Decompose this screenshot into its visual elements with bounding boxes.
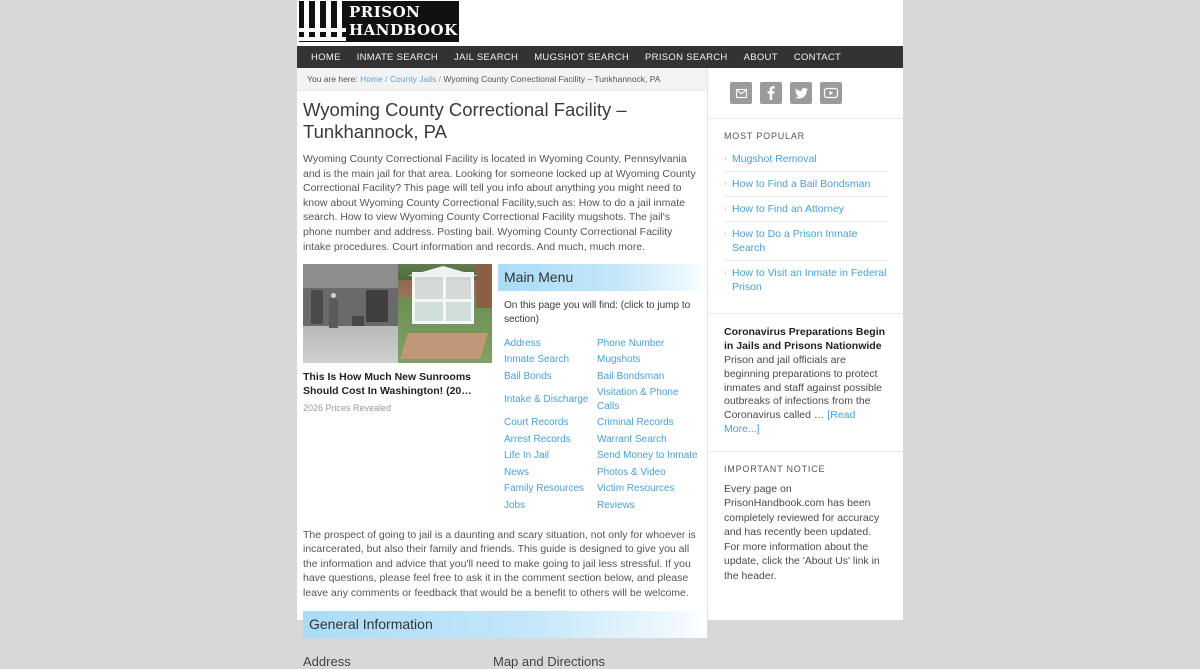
- menu-link-news[interactable]: News: [504, 466, 530, 478]
- news-block: [708, 314, 903, 452]
- menu-link-photos-video[interactable]: Photos & Video: [597, 466, 666, 478]
- sidebar: [707, 68, 903, 620]
- nav-item-jail-search[interactable]: JAIL SEARCH: [454, 51, 519, 63]
- popular-link-label: How to Find an Attorney: [732, 203, 845, 215]
- logo-line-1: PRISON: [349, 3, 421, 21]
- ad-image-after: [398, 264, 493, 363]
- menu-link-bail-bondsman[interactable]: Bail Bondsman: [597, 370, 665, 382]
- menu-link-inmate-search[interactable]: Inmate Search: [504, 354, 570, 366]
- menu-link-mugshots[interactable]: Mugshots: [597, 354, 641, 366]
- menu-link-visitation-phone[interactable]: Visitation & Phone Calls: [597, 387, 679, 412]
- popular-link-label: How to Find a Bail Bondsman: [732, 178, 871, 190]
- important-notice-heading: IMPORTANT NOTICE: [724, 463, 826, 474]
- page-title: Wyoming County Correctional Facility – Tunkhannock, PA: [303, 99, 627, 142]
- main-content: [297, 68, 707, 669]
- menu-link-address[interactable]: Address: [504, 337, 541, 349]
- news-excerpt-text: Prison and jail officials are beginning preparations to protect inmates and staff against possible outbreaks of infections from the Coronavirus called …: [724, 354, 882, 422]
- important-notice-block: [708, 452, 903, 598]
- popular-link-label: Mugshot Removal: [732, 153, 817, 165]
- popular-link-find-attorney[interactable]: [724, 197, 887, 222]
- most-popular-block: [708, 119, 903, 314]
- menu-link-court-records[interactable]: Court Records: [504, 417, 569, 429]
- main-navigation[interactable]: [297, 46, 903, 68]
- popular-link-mugshot-removal[interactable]: [724, 147, 887, 172]
- breadcrumb-link-county-jails[interactable]: County Jails: [389, 74, 437, 84]
- chevron-right-icon: ›: [724, 229, 727, 238]
- menu-link-family-resources[interactable]: Family Resources: [504, 483, 585, 495]
- news-excerpt: [724, 354, 887, 437]
- email-icon[interactable]: [730, 82, 752, 104]
- important-notice-body: Every page on PrisonHandbook.com has been completely reviewed for accuracy and has recently been updated. For more information about the update, click the 'About Us' link in the header.: [724, 482, 880, 582]
- main-menu-box: [498, 264, 707, 514]
- breadcrumb-separator-1: /: [385, 74, 388, 84]
- read-more-link[interactable]: [Read More...]: [724, 409, 856, 435]
- facebook-icon[interactable]: [760, 82, 782, 104]
- breadcrumb-current: Wyoming County Correctional Facility – Tunkhannock, PA: [443, 74, 661, 84]
- main-menu-intro: On this page you will find: (click to jump to section): [504, 300, 691, 326]
- main-menu-heading: Main Menu: [498, 264, 707, 291]
- breadcrumb-separator-2: /: [438, 74, 441, 84]
- intro-paragraph: Wyoming County Correctional Facility is located in Wyoming County, Pennsylvania and is the main jail for that area. Looking for someone locked up at Wyoming County Correctional Facility? This page will tell you info about anything you might need to know about Wyoming County Correctional Facility,such as: How to do a jail inmate search. How to view Wyoming County Correctional Facility mugshots. The jail's phone number and address. Posting bail. Wyoming County Correctional Facility intake procedures. Court information and records. And much, much more.: [303, 153, 696, 253]
- sponsored-ad[interactable]: [303, 264, 492, 413]
- ad-title[interactable]: This Is How Much New Sunrooms Should Cost In Washington! (20…: [303, 371, 472, 397]
- ad-image[interactable]: [303, 264, 492, 363]
- nav-item-contact[interactable]: CONTACT: [793, 51, 842, 63]
- body-wrapper: [297, 68, 903, 669]
- nav-item-inmate-search[interactable]: INMATE SEARCH: [356, 51, 439, 63]
- general-information-address-heading: Address: [303, 653, 351, 669]
- youtube-icon[interactable]: [820, 82, 842, 104]
- breadcrumb-prefix: You are here:: [307, 74, 358, 84]
- chevron-right-icon: ›: [724, 154, 727, 163]
- site-logo[interactable]: [299, 1, 459, 42]
- general-information-map-heading: Map and Directions: [493, 653, 605, 669]
- social-links[interactable]: [708, 68, 903, 119]
- menu-link-life-in-jail[interactable]: Life In Jail: [504, 450, 550, 462]
- logo-line-2: HANDBOOK: [349, 21, 458, 39]
- page-container: [297, 0, 903, 669]
- chevron-right-icon: ›: [724, 179, 727, 188]
- news-title[interactable]: Coronavirus Preparations Begin in Jails and Prisons Nationwide: [724, 326, 886, 352]
- menu-link-send-money[interactable]: Send Money to Inmate: [597, 450, 698, 462]
- menu-link-reviews[interactable]: Reviews: [597, 499, 635, 511]
- menu-link-phone-number[interactable]: Phone Number: [597, 337, 665, 349]
- ad-and-menu-row: [303, 264, 707, 514]
- menu-link-intake-discharge[interactable]: Intake & Discharge: [504, 393, 589, 405]
- main-menu-links[interactable]: [504, 335, 707, 514]
- menu-link-bail-bonds[interactable]: Bail Bonds: [504, 370, 552, 382]
- popular-link-visit-inmate-federal-prison[interactable]: [724, 261, 887, 299]
- menu-link-criminal-records[interactable]: Criminal Records: [597, 417, 674, 429]
- breadcrumb: [297, 68, 707, 91]
- popular-link-prison-inmate-search[interactable]: [724, 222, 887, 261]
- ad-image-before: [303, 264, 398, 363]
- chevron-right-icon: ›: [724, 268, 727, 277]
- logo-text: [349, 3, 458, 39]
- menu-link-warrant-search[interactable]: Warrant Search: [597, 433, 667, 445]
- prison-bars-icon: [299, 1, 346, 42]
- general-information-heading: General Information: [303, 611, 707, 638]
- general-information-section: [303, 611, 707, 669]
- popular-link-label: How to Visit an Inmate in Federal Prison: [732, 267, 887, 293]
- menu-link-jobs[interactable]: Jobs: [504, 499, 526, 511]
- site-header: [297, 0, 903, 46]
- nav-item-prison-search[interactable]: PRISON SEARCH: [645, 51, 728, 63]
- general-information-columns: [303, 654, 707, 669]
- ad-subtitle: 2026 Prices Revealed: [303, 403, 392, 414]
- nav-item-home[interactable]: HOME: [311, 51, 341, 63]
- menu-link-arrest-records[interactable]: Arrest Records: [504, 433, 571, 445]
- menu-link-victim-resources[interactable]: Victim Resources: [597, 483, 675, 495]
- breadcrumb-link-home[interactable]: Home: [360, 74, 383, 84]
- most-popular-heading: MOST POPULAR: [724, 131, 805, 141]
- popular-link-label: How to Do a Prison Inmate Search: [732, 228, 858, 254]
- chevron-right-icon: ›: [724, 204, 727, 213]
- nav-item-mugshot-search[interactable]: MUGSHOT SEARCH: [534, 51, 630, 63]
- popular-link-find-bail-bondsman[interactable]: [724, 172, 887, 197]
- nav-item-about[interactable]: ABOUT: [743, 51, 778, 63]
- outro-paragraph: The prospect of going to jail is a daunting and scary situation, not only for whoever is incarcerated, but also their family and friends. This guide is designed to give you all the information and advice that you'll need to make going to jail less stressful. If you have questions, please feel free to ask it in the comment section below, and please leave any comments or feedback that would be a benefit to others will be welcome.: [303, 528, 696, 600]
- twitter-icon[interactable]: [790, 82, 812, 104]
